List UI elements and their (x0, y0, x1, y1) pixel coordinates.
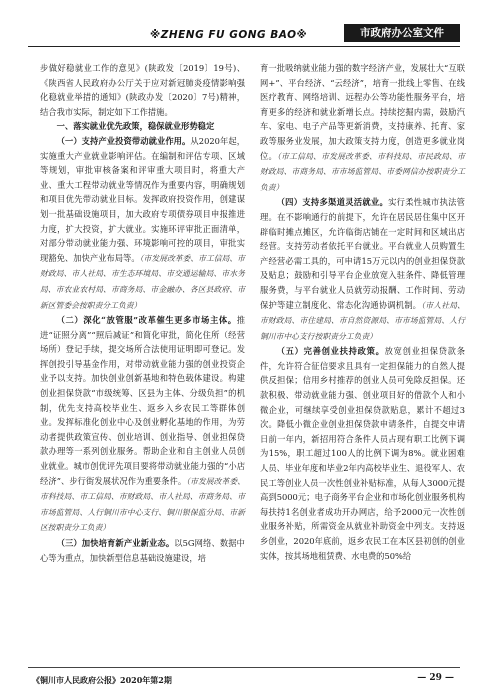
paragraph (260, 61, 465, 195)
paragraph (40, 536, 245, 565)
item-text: 放宽创业担保贷款条件，允许符合征信要求且具有一定担保能力的自然人提供反担保；信用乡村推荐的创业人员可免除反担保。还款积极、带动就业能力强、创业项目好的借款个人和小微企业，可继续享受创业担保贷款贴息，累计不超过3次。降低小微企业创业担保贷款申请条件，自提交申请日前一年内，新招用符合条件人员占现有职工比例下调为15%，职工超过100人的比例下调为8%。就业困难人员、毕业年度和毕业2年内高校毕业生、退役军人、农民工等创业人员一次性创业补贴标准，从每人3000元提高到5000元；电子商务平台企业和市场化创业服务机构每扶持1名创业者成功开办网店，给予2000元一次性创业服务补贴，所需资金从就业补助资金中列支。支持返乡创业，2020年底前，返乡农民工在本区县初创的创业实体，按其场地租赁费、水电费的50%给 (260, 346, 465, 561)
paragraph: 步做好稳就业工作的意见》(陕政发〔2019〕19号)、《陕西省人民政府办公厅关于应对新冠肺炎疫情影响强化稳就业举措的通知》(陕政办发〔2020〕7号)精神，结合我市实际，制定如下工作措施。 (40, 63, 245, 117)
item-text: 从2020年起，实施重大产业就业影响评估。在编制和评估专项、区域等规划，审批审核备案和评审重大项目时，将重大产业、重大工程带动就业等情况作为重要内容，明确规划和项目优先带动就业目标。发挥政府投资作用，创建谋划一批基础设施项目，加大政府专项债券项目申报推进力度，扩大投资，扩大就业。实施环评审批正面清单，对部分带动就业能力强、环境影响可控的项目，审批实现豁免、加快产业布局等。 (40, 135, 245, 263)
item-text: 以5G网络、数据中心等为重点，加快新型信息基础设施建设，培 (40, 538, 245, 563)
item-heading: （一）支持产业投资带动就业作用。 (56, 135, 191, 146)
item-heading: （二）深化“放管服”改革催生更多市场主体。 (56, 315, 237, 326)
item-heading: （三）加快培育新产业新业态。 (56, 538, 175, 548)
responsibility-note: （市人社局、市财政局、市住建局、市自然资源局、市市场监管局、人行铜川市中心支行按职责分工负责） (260, 300, 465, 341)
item-text: 实行柔性城市执法管理。在不影响通行的前提下，允许在居民居住集中区开辟临时摊点摊区，允许临街店铺在一定时间和区域出店经营。支持劳动者依托平台就业。平台就业人员购置生产经营必需工具的，可申请15万元以内的创业担保贷款及贴息；鼓励和引导平台企业放宽入驻条件、降低管理服务费，与平台就业人员就劳动报酬、工作时间、劳动保护等建立制度化、常态化沟通协调机制。 (260, 197, 465, 310)
responsibility-note: （市发展改革委、市科技局、市工信局、市财政局、市人社局、市商务局、市市场监管局、人行铜川市中心支行、铜川银保监分局、市新区按职责分工负责） (40, 476, 245, 533)
publication-info: 《铜川市人民政府公报》2020年第2期 (32, 675, 172, 685)
paragraph (40, 134, 245, 313)
section-tag: 市政府办公室文件 (344, 24, 460, 42)
paragraph (40, 313, 245, 536)
section-heading: 一、落实就业优先政策，稳保就业形势稳定 (56, 121, 215, 132)
page-number: — 29 — (417, 673, 454, 683)
item-text: 推进“证照分离”“照后减证”和简化审批，简化住所（经营场所）登记手续，提交场所合法使用证明即可登记。发挥创投引导基金作用，对带动就业能力强的创业投资企业予以支持。加快创业创新基地和特色载体建设。构建创业担保贷款“市级统筹、区县为主体、分级负担”的机制，优先支持高校毕业生、返乡入乡农民工等群体创业。发挥标准化创业中心及创业孵化基地的作用，为劳动者提供政策宣传、创业培训、创业指导、创业担保贷款办理等一系列创业服务。帮助企业和自主创业人员创业就业。城市创优评先项目要将带动就业能力强的“小店经济”、步行街发展状况作为重要条件。 (40, 315, 245, 486)
footer-divider (28, 667, 460, 668)
item-heading: （五）完善创业扶持政策。 (276, 346, 385, 357)
item-heading: （四）支持多渠道灵活就业。 (276, 197, 389, 208)
item-text: 育一批吸纳就业能力强的数字经济产业，发展壮大“互联网+”、平台经济、“云经济”，培育一批线上零售、在线医疗教育、网络培训、远程办公等功能性服务平台，培育更多的经济和就业新增长点。持续挖掘内需，鼓励汽车、家电、电子产品等更新消费，支持康养、托育、家政等服务业发展，加大政策支持力度，创造更多就业岗位。 (260, 63, 465, 161)
paragraph (260, 195, 465, 344)
gazette-title: ※ZHENG FU GONG BAO※ (150, 29, 308, 41)
left-column (40, 61, 245, 565)
page-header (0, 0, 494, 54)
paragraph (260, 344, 465, 563)
right-column (260, 61, 465, 563)
responsibility-note: （市发展改革委、市工信局、市财政局、市人社局、市生态环境局、市交通运输局、市水务局、市农业农村局、市商务局、市金融办、各区县政府、市新区管委会按职责分工负责） (40, 253, 245, 310)
header-divider (28, 46, 460, 47)
page-footer (0, 667, 494, 697)
responsibility-note: （市工信局、市发展改革委、市科技局、市民政局、市财政局、市商务局、市市场监管局、市委网信办按职责分工负责） (260, 151, 465, 192)
